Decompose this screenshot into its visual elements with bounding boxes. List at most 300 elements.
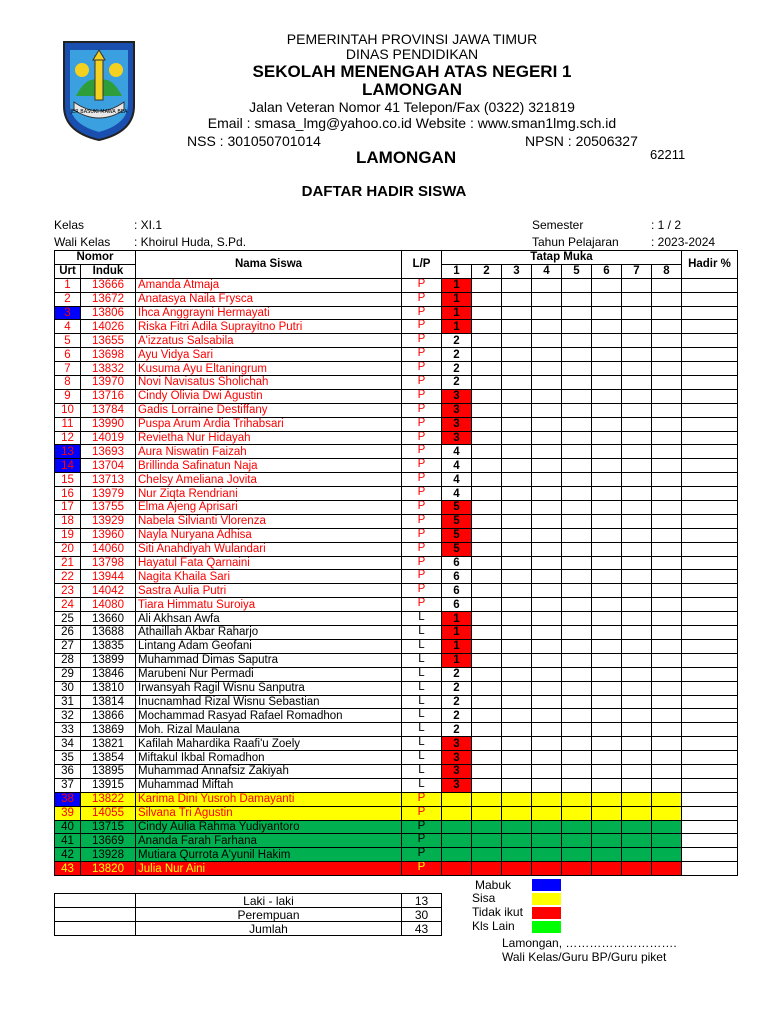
hadir-percent-cell [682, 501, 738, 515]
induk-cell: 13854 [81, 751, 136, 765]
meeting-8-cell [652, 445, 682, 459]
header-hadir-percent: Hadir % [682, 251, 738, 279]
meeting-8-cell [652, 667, 682, 681]
meeting-1-cell: 2 [442, 334, 472, 348]
meeting-6-cell [592, 473, 622, 487]
meeting-1-cell: 2 [442, 348, 472, 362]
meeting-1-cell: 3 [442, 778, 472, 792]
meeting-7-cell [622, 695, 652, 709]
header-meeting-4: 4 [532, 264, 562, 278]
meeting-4-cell [532, 778, 562, 792]
meeting-6-cell [592, 737, 622, 751]
hadir-percent-cell [682, 542, 738, 556]
student-name-cell: Cindy Aulia Rahma Yudiyantoro [136, 820, 402, 834]
hadir-percent-cell [682, 334, 738, 348]
meeting-2-cell [472, 431, 502, 445]
student-name-cell: Nabela Silvianti Vlorenza [136, 514, 402, 528]
meeting-5-cell [562, 542, 592, 556]
gender-cell: P [402, 556, 442, 570]
meeting-3-cell [502, 389, 532, 403]
meeting-5-cell [562, 362, 592, 376]
gender-cell: P [402, 820, 442, 834]
meeting-1-cell [442, 806, 472, 820]
induk-cell: 13929 [81, 514, 136, 528]
table-row [55, 292, 738, 306]
meeting-5-cell [562, 848, 592, 862]
table-row [55, 376, 738, 390]
meeting-7-cell [622, 403, 652, 417]
meeting-4-cell [532, 376, 562, 390]
gender-cell: P [402, 417, 442, 431]
tahun-pelajaran-label: Tahun Pelajaran [532, 235, 619, 249]
legend-mabuk-swatch [532, 879, 561, 891]
meeting-4-cell [532, 403, 562, 417]
meeting-3-cell [502, 723, 532, 737]
meeting-7-cell [622, 528, 652, 542]
student-name-cell: Aura Niswatin Faizah [136, 445, 402, 459]
urt-cell: 25 [55, 612, 81, 626]
urt-cell: 33 [55, 723, 81, 737]
hadir-percent-cell [682, 764, 738, 778]
table-row [55, 612, 738, 626]
student-name-cell: Athaillah Akbar Raharjo [136, 626, 402, 640]
header-meeting-3: 3 [502, 264, 532, 278]
student-name-cell: Sastra Aulia Putri [136, 584, 402, 598]
urt-cell: 38 [55, 792, 81, 806]
meeting-5-cell [562, 514, 592, 528]
meeting-3-cell [502, 514, 532, 528]
meeting-8-cell [652, 764, 682, 778]
meeting-7-cell [622, 320, 652, 334]
induk-cell: 13716 [81, 389, 136, 403]
hadir-percent-cell [682, 306, 738, 320]
meeting-6-cell [592, 862, 622, 876]
meeting-4-cell [532, 709, 562, 723]
meeting-3-cell [502, 348, 532, 362]
induk-cell: 13810 [81, 681, 136, 695]
legend-kls-lain-swatch [532, 921, 561, 933]
kelas-value: : XI.1 [134, 218, 163, 232]
meeting-7-cell [622, 514, 652, 528]
tahun-pelajaran-value: : 2023-2024 [651, 235, 716, 249]
hadir-percent-cell [682, 556, 738, 570]
table-row [55, 306, 738, 320]
meeting-2-cell [472, 445, 502, 459]
student-name-cell: Nur Ziqta Rendriani [136, 487, 402, 501]
meeting-1-cell: 3 [442, 431, 472, 445]
meeting-4-cell [532, 556, 562, 570]
meeting-5-cell [562, 764, 592, 778]
meeting-5-cell [562, 487, 592, 501]
table-row [55, 848, 738, 862]
header-school-city: LAMONGAN [361, 80, 463, 99]
hadir-percent-cell [682, 695, 738, 709]
student-name-cell: Ali Akhsan Awfa [136, 612, 402, 626]
student-name-cell: Miftakul Ikbal Romadhon [136, 751, 402, 765]
meeting-8-cell [652, 862, 682, 876]
student-name-cell: Moh. Rizal Maulana [136, 723, 402, 737]
meeting-7-cell [622, 764, 652, 778]
gender-cell: L [402, 653, 442, 667]
meeting-3-cell [502, 751, 532, 765]
urt-cell: 40 [55, 820, 81, 834]
meeting-4-cell [532, 695, 562, 709]
meeting-4-cell [532, 584, 562, 598]
meeting-1-cell: 5 [442, 528, 472, 542]
meeting-1-cell: 4 [442, 459, 472, 473]
meeting-1-cell: 2 [442, 362, 472, 376]
urt-cell: 9 [55, 389, 81, 403]
meeting-6-cell [592, 445, 622, 459]
meeting-2-cell [472, 806, 502, 820]
meeting-5-cell [562, 556, 592, 570]
hadir-percent-cell [682, 751, 738, 765]
meeting-3-cell [502, 459, 532, 473]
table-row [55, 695, 738, 709]
urt-cell: 31 [55, 695, 81, 709]
urt-cell: 4 [55, 320, 81, 334]
meeting-6-cell [592, 653, 622, 667]
meeting-7-cell [622, 431, 652, 445]
legend-tidak-ikut-swatch [532, 907, 561, 919]
meeting-2-cell [472, 820, 502, 834]
meeting-5-cell [562, 723, 592, 737]
meeting-4-cell [532, 639, 562, 653]
meeting-1-cell: 6 [442, 570, 472, 584]
urt-cell: 3 [55, 306, 81, 320]
hadir-percent-cell [682, 528, 738, 542]
student-name-cell: Tiara Himmatu Suroiya [136, 598, 402, 612]
hadir-percent-cell [682, 612, 738, 626]
meeting-8-cell [652, 778, 682, 792]
meeting-7-cell [622, 334, 652, 348]
gender-cell: P [402, 501, 442, 515]
gender-cell: P [402, 278, 442, 292]
gender-cell: L [402, 737, 442, 751]
gender-cell: P [402, 528, 442, 542]
meeting-4-cell [532, 806, 562, 820]
meeting-2-cell [472, 556, 502, 570]
hadir-percent-cell [682, 834, 738, 848]
meeting-8-cell [652, 431, 682, 445]
urt-cell: 42 [55, 848, 81, 862]
table-row [55, 778, 738, 792]
urt-cell: 20 [55, 542, 81, 556]
student-name-cell: Irwansyah Ragil Wisnu Sanputra [136, 681, 402, 695]
meeting-7-cell [622, 737, 652, 751]
meeting-1-cell: 6 [442, 598, 472, 612]
hadir-percent-cell [682, 459, 738, 473]
meeting-6-cell [592, 681, 622, 695]
meeting-4-cell [532, 723, 562, 737]
induk-cell: 13715 [81, 820, 136, 834]
meeting-7-cell [622, 570, 652, 584]
meeting-8-cell [652, 751, 682, 765]
meeting-5-cell [562, 306, 592, 320]
urt-cell: 8 [55, 376, 81, 390]
wali-kelas-label: Wali Kelas [54, 235, 111, 249]
meeting-5-cell [562, 570, 592, 584]
meeting-5-cell [562, 278, 592, 292]
meeting-6-cell [592, 376, 622, 390]
student-name-cell: Mutiara Qurrota A'yunil Hakim [136, 848, 402, 862]
meeting-2-cell [472, 459, 502, 473]
meeting-8-cell [652, 389, 682, 403]
header-npsn: NPSN : 20506327 [525, 133, 638, 149]
meeting-2-cell [472, 653, 502, 667]
header-tatap-muka: Tatap Muka [442, 251, 682, 265]
legend-kls-lain-label: Kls Lain [472, 919, 515, 933]
student-name-cell: Nayla Nuryana Adhisa [136, 528, 402, 542]
meeting-4-cell [532, 292, 562, 306]
student-name-cell: Anatasya Naila Fryscа [136, 292, 402, 306]
meeting-3-cell [502, 334, 532, 348]
meeting-2-cell [472, 542, 502, 556]
meeting-7-cell [622, 445, 652, 459]
induk-cell: 14042 [81, 584, 136, 598]
meeting-4-cell [532, 431, 562, 445]
table-row [55, 626, 738, 640]
meeting-7-cell [622, 348, 652, 362]
meeting-8-cell [652, 570, 682, 584]
meeting-4-cell [532, 334, 562, 348]
meeting-8-cell [652, 334, 682, 348]
table-row [55, 320, 738, 334]
meeting-2-cell [472, 320, 502, 334]
student-name-cell: Julia Nur Aini [136, 862, 402, 876]
meeting-6-cell [592, 751, 622, 765]
meeting-7-cell [622, 612, 652, 626]
summary-label: Laki - laki [136, 894, 402, 908]
student-name-cell: Siti Anahdiyah Wulandari [136, 542, 402, 556]
meeting-7-cell [622, 792, 652, 806]
meeting-2-cell [472, 626, 502, 640]
meeting-4-cell [532, 459, 562, 473]
meeting-6-cell [592, 501, 622, 515]
urt-cell: 41 [55, 834, 81, 848]
gender-cell: L [402, 681, 442, 695]
table-row [55, 334, 738, 348]
urt-cell: 19 [55, 528, 81, 542]
meeting-3-cell [502, 570, 532, 584]
meeting-2-cell [472, 834, 502, 848]
urt-cell: 5 [55, 334, 81, 348]
induk-cell: 13755 [81, 501, 136, 515]
summary-spacer [55, 908, 136, 922]
header-nomor: Nomor [55, 251, 136, 265]
meeting-3-cell [502, 598, 532, 612]
urt-cell: 23 [55, 584, 81, 598]
induk-cell: 13806 [81, 306, 136, 320]
meeting-8-cell [652, 695, 682, 709]
meeting-3-cell [502, 487, 532, 501]
meeting-6-cell [592, 834, 622, 848]
meeting-4-cell [532, 862, 562, 876]
gender-cell: P [402, 514, 442, 528]
gender-cell: P [402, 584, 442, 598]
meeting-1-cell: 1 [442, 639, 472, 653]
meeting-3-cell [502, 528, 532, 542]
meeting-6-cell [592, 431, 622, 445]
gender-cell: L [402, 639, 442, 653]
gender-cell: P [402, 376, 442, 390]
meeting-1-cell: 1 [442, 612, 472, 626]
meeting-6-cell [592, 723, 622, 737]
meeting-5-cell [562, 348, 592, 362]
meeting-6-cell [592, 417, 622, 431]
meeting-2-cell [472, 334, 502, 348]
meeting-1-cell: 5 [442, 542, 472, 556]
student-name-cell: Kusuma Ayu Eltaningrum [136, 362, 402, 376]
meeting-4-cell [532, 445, 562, 459]
meeting-5-cell [562, 501, 592, 515]
urt-cell: 28 [55, 653, 81, 667]
student-name-cell: Gadis Lorraine Destiffany [136, 403, 402, 417]
meeting-6-cell [592, 598, 622, 612]
meeting-4-cell [532, 626, 562, 640]
meeting-7-cell [622, 820, 652, 834]
urt-cell: 24 [55, 598, 81, 612]
meeting-1-cell: 1 [442, 320, 472, 334]
meeting-5-cell [562, 431, 592, 445]
header-school-name: SEKOLAH MENENGAH ATAS NEGERI 1 [252, 62, 572, 81]
meeting-1-cell: 1 [442, 292, 472, 306]
urt-cell: 21 [55, 556, 81, 570]
meeting-8-cell [652, 417, 682, 431]
hadir-percent-cell [682, 487, 738, 501]
meeting-6-cell [592, 556, 622, 570]
meeting-8-cell [652, 514, 682, 528]
induk-cell: 13915 [81, 778, 136, 792]
meeting-2-cell [472, 487, 502, 501]
meeting-3-cell [502, 820, 532, 834]
meeting-7-cell [622, 292, 652, 306]
student-name-cell: Ihca Anggrayni Hermayati [136, 306, 402, 320]
induk-cell: 14055 [81, 806, 136, 820]
table-row [55, 792, 738, 806]
meeting-7-cell [622, 417, 652, 431]
meeting-6-cell [592, 403, 622, 417]
meeting-4-cell [532, 834, 562, 848]
urt-cell: 6 [55, 348, 81, 362]
hadir-percent-cell [682, 653, 738, 667]
meeting-8-cell [652, 348, 682, 362]
table-row [55, 556, 738, 570]
meeting-8-cell [652, 542, 682, 556]
meeting-6-cell [592, 792, 622, 806]
induk-cell: 13990 [81, 417, 136, 431]
meeting-4-cell [532, 348, 562, 362]
table-row [55, 723, 738, 737]
header-postal-code: 62211 [650, 147, 686, 162]
meeting-6-cell [592, 584, 622, 598]
meeting-3-cell [502, 653, 532, 667]
meeting-1-cell: 1 [442, 306, 472, 320]
meeting-4-cell [532, 751, 562, 765]
table-row [55, 389, 738, 403]
hadir-percent-cell [682, 376, 738, 390]
urt-cell: 1 [55, 278, 81, 292]
meeting-4-cell [532, 278, 562, 292]
meeting-5-cell [562, 778, 592, 792]
induk-cell: 13798 [81, 556, 136, 570]
summary-table [54, 893, 442, 936]
attendance-rows [55, 278, 738, 875]
hadir-percent-cell [682, 445, 738, 459]
meeting-4-cell [532, 820, 562, 834]
meeting-2-cell [472, 862, 502, 876]
summary-row-laki [55, 894, 442, 908]
hadir-percent-cell [682, 292, 738, 306]
table-row [55, 445, 738, 459]
student-name-cell: Amanda Atmaja [136, 278, 402, 292]
student-name-cell: Kafilah Mahardika Raafi'u Zoely [136, 737, 402, 751]
student-name-cell: Ayu Vidya Sari [136, 348, 402, 362]
header-meeting-2: 2 [472, 264, 502, 278]
header-urt: Urt [55, 264, 81, 278]
meeting-6-cell [592, 362, 622, 376]
meeting-1-cell: 6 [442, 584, 472, 598]
induk-cell: 13822 [81, 792, 136, 806]
meeting-6-cell [592, 820, 622, 834]
student-name-cell: Nagita Khaila Sari [136, 570, 402, 584]
meeting-2-cell [472, 778, 502, 792]
gender-cell: P [402, 459, 442, 473]
student-name-cell: Inucnamhad Rizal Wisnu Sebastian [136, 695, 402, 709]
meeting-7-cell [622, 542, 652, 556]
student-name-cell: Novi Navisatus Sholichah [136, 376, 402, 390]
student-name-cell: Karima Dini Yusroh Damayanti [136, 792, 402, 806]
meeting-7-cell [622, 681, 652, 695]
student-name-cell: Puspa Arum Ardia Trihabsari [136, 417, 402, 431]
hadir-percent-cell [682, 681, 738, 695]
header-email-website: Email : smasa_lmg@yahoo.co.id Website : www.sman1lmg.sch.id [207, 115, 617, 131]
student-name-cell: Chelsy Ameliana Jovita [136, 473, 402, 487]
gender-cell: P [402, 542, 442, 556]
table-row [55, 403, 738, 417]
gender-cell: P [402, 403, 442, 417]
hadir-percent-cell [682, 639, 738, 653]
table-row [55, 834, 738, 848]
meeting-4-cell [532, 667, 562, 681]
meeting-6-cell [592, 778, 622, 792]
meeting-5-cell [562, 403, 592, 417]
student-name-cell: Hayatul Fata Qarnaini [136, 556, 402, 570]
gender-cell: L [402, 612, 442, 626]
gender-cell: L [402, 626, 442, 640]
urt-cell: 13 [55, 445, 81, 459]
table-row [55, 584, 738, 598]
meeting-2-cell [472, 612, 502, 626]
meeting-6-cell [592, 848, 622, 862]
table-row [55, 806, 738, 820]
meeting-1-cell: 2 [442, 681, 472, 695]
meeting-5-cell [562, 389, 592, 403]
summary-value: 43 [402, 922, 442, 936]
meeting-1-cell: 3 [442, 751, 472, 765]
meeting-1-cell [442, 848, 472, 862]
meeting-8-cell [652, 653, 682, 667]
meeting-5-cell [562, 320, 592, 334]
table-row [55, 487, 738, 501]
gender-cell: P [402, 362, 442, 376]
induk-cell: 13895 [81, 764, 136, 778]
meeting-2-cell [472, 639, 502, 653]
induk-cell: 14026 [81, 320, 136, 334]
hadir-percent-cell [682, 403, 738, 417]
urt-cell: 12 [55, 431, 81, 445]
table-row [55, 820, 738, 834]
